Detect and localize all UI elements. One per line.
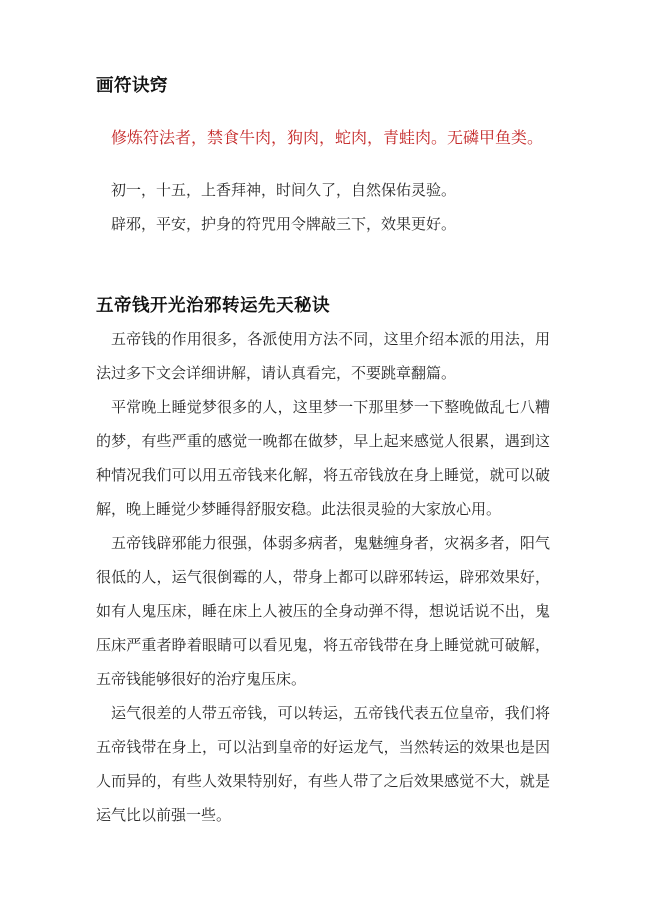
tip-line: 初一，十五，上香拜神，时间久了，自然保佑灵验。 (111, 182, 457, 199)
section1-title: 画符诀窍 (96, 75, 168, 95)
tip-line: 辟邪，平安，护身的符咒用令牌敲三下，效果更好。 (111, 216, 457, 233)
section2-body (96, 323, 550, 833)
paragraph (96, 323, 550, 391)
paragraph-line: 种情况我们可以用五帝钱来化解，将五帝钱放在身上睡觉，就可以破 (96, 467, 550, 484)
paragraph-line: 运气比以前强一些。 (96, 807, 232, 824)
section2-title: 五帝钱开光治邪转运先天秘诀 (96, 295, 330, 315)
paragraph (96, 697, 550, 833)
paragraph-line: 五帝钱的作用很多，各派使用方法不同，这里介绍本派的用法，用 (111, 331, 550, 348)
paragraph-line: 解，晚上睡觉少梦睡得舒服安稳。此法很灵验的大家放心用。 (96, 501, 502, 518)
paragraph-line: 运气很差的人带五帝钱，可以转运，五帝钱代表五位皇帝，我们将 (111, 705, 550, 722)
paragraph-line: 的梦，有些严重的感觉一晚都在做梦，早上起来感觉人很累，遇到这 (96, 433, 550, 450)
paragraph-line: 如有人鬼压床，睡在床上人被压的全身动弹不得，想说话说不出，鬼 (96, 603, 550, 620)
paragraph-line: 五帝钱辟邪能力很强，体弱多病者，鬼魅缠身者，灾祸多者，阳气 (111, 535, 550, 552)
paragraph-line: 压床严重者睁着眼睛可以看见鬼，将五帝钱带在身上睡觉就可破解， (96, 637, 550, 654)
tips-block (96, 174, 550, 242)
paragraph-line: 五帝钱能够很好的治疗鬼压床。 (96, 671, 307, 688)
paragraph-line: 法过多下文会详细讲解，请认真看完，不要跳章翻篇。 (96, 365, 457, 382)
warning-text: 修炼符法者，禁食牛肉，狗肉，蛇肉，青蛙肉。无磷甲鱼类。 (111, 130, 544, 147)
paragraph-line: 平常晚上睡觉梦很多的人，这里梦一下那里梦一下整晚做乱七八糟 (111, 399, 550, 416)
paragraph (96, 527, 550, 697)
paragraph-line: 五帝钱带在身上，可以沾到皇帝的好运龙气，当然转运的效果也是因 (96, 739, 550, 756)
paragraph (96, 391, 550, 527)
paragraph-line: 人而异的，有些人效果特别好，有些人带了之后效果感觉不大，就是 (96, 773, 550, 790)
paragraph-line: 很低的人，运气很倒霉的人，带身上都可以辟邪转运，辟邪效果好， (96, 569, 550, 586)
